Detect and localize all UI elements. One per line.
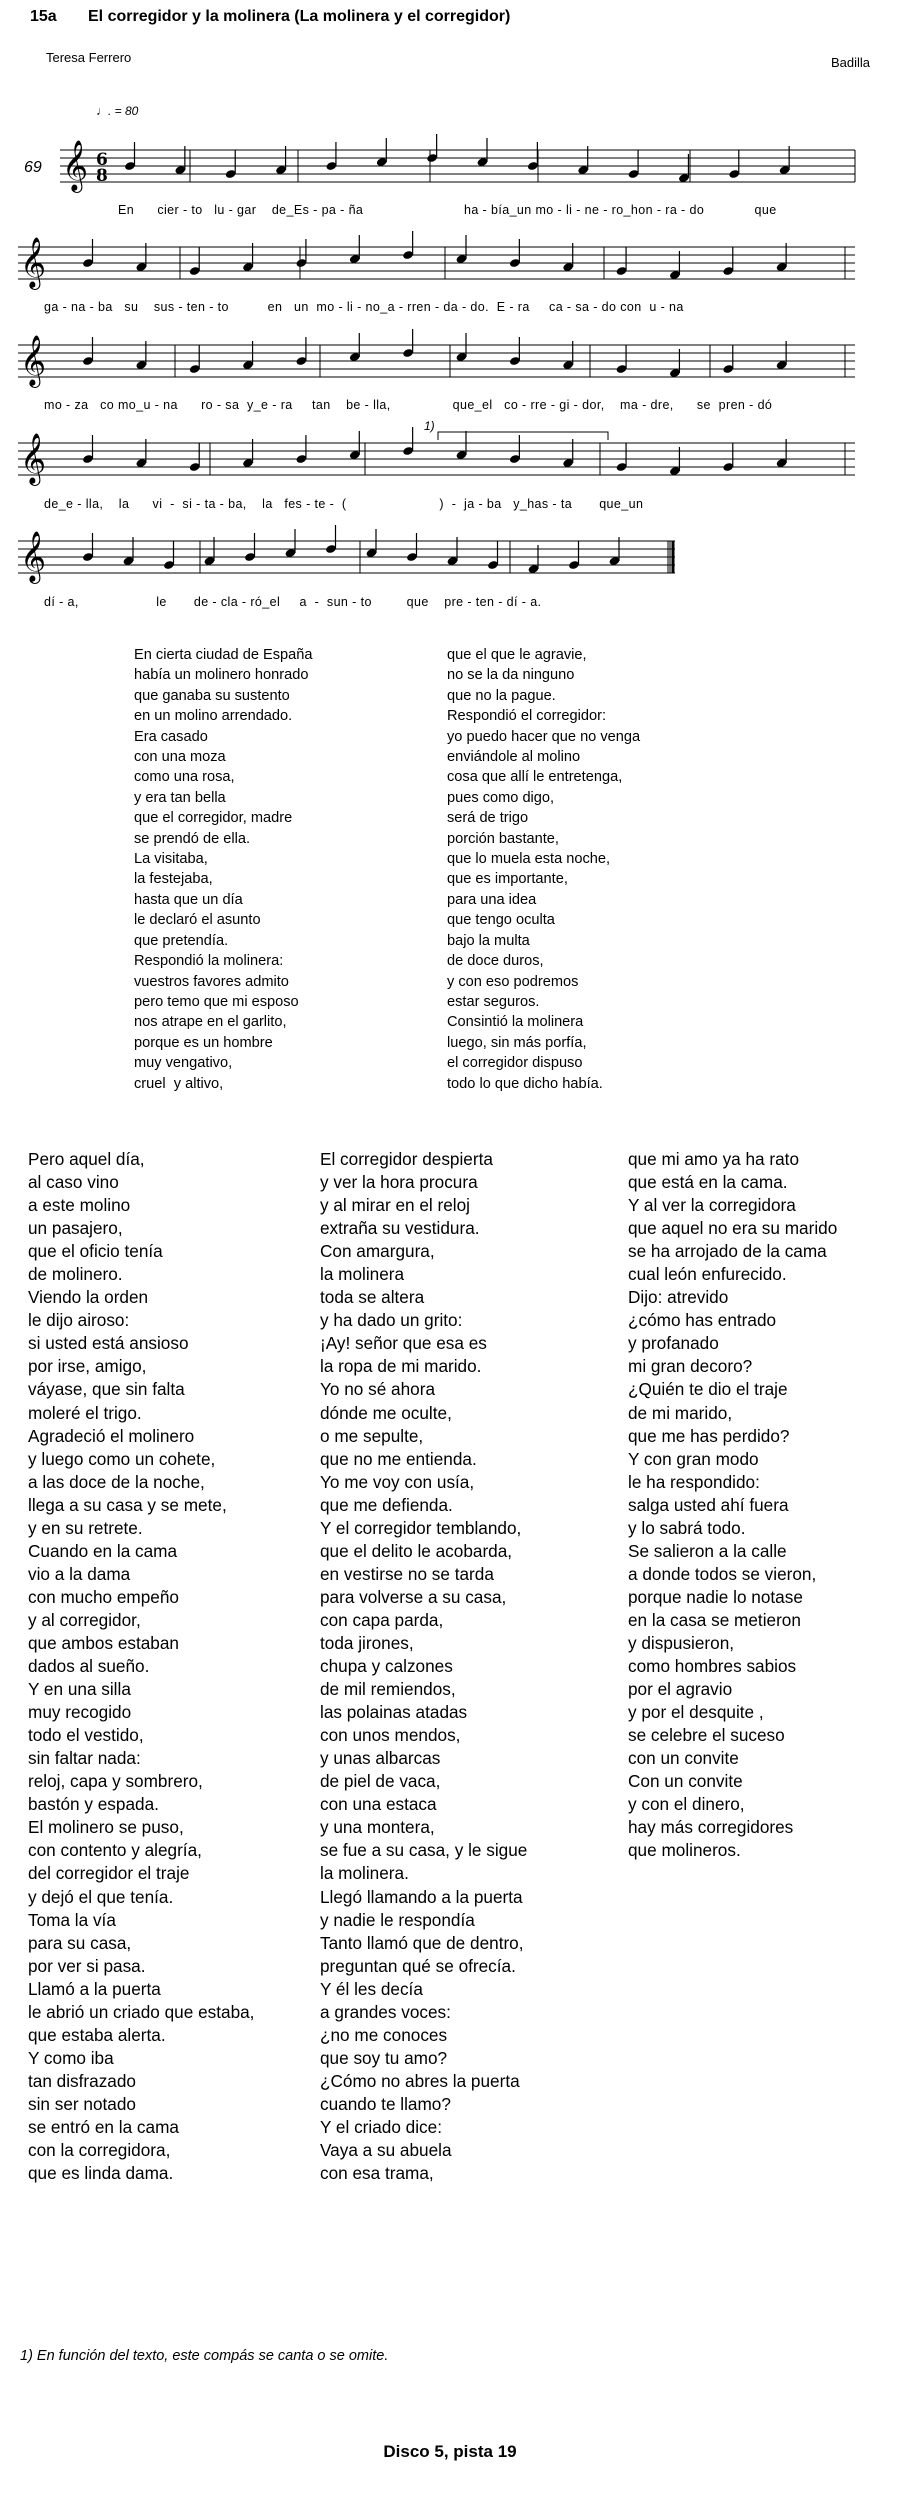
verse-line: yo puedo hacer que no venga: [447, 728, 641, 745]
verse-line: en la casa se metieron: [628, 1609, 801, 1630]
verse-line: enviándole al molino: [447, 749, 581, 766]
verse-line: de mi marido,: [628, 1402, 733, 1423]
verse-line: Y él les decía: [320, 1978, 423, 1999]
verse-line: y en su retrete.: [28, 1517, 143, 1538]
verse-line: con esa trama,: [320, 2163, 434, 2184]
verse-line: en vestirse no se tarda: [320, 1563, 494, 1584]
verse-line: ¿no me conoces: [320, 2024, 448, 2045]
verse-line: Tanto llamó que de dentro,: [320, 1932, 524, 1953]
verse-line: se fue a su casa, y le sigue: [320, 1840, 528, 1861]
lyric-line-5: dí - a, le de - cla - ró_el a - sun - to que pre - ten - dí - a.: [44, 595, 542, 609]
verse-line: por el agravio: [628, 1679, 733, 1700]
intro-verses-column-2: [447, 645, 640, 1094]
verse-line: que no me entienda.: [320, 1448, 477, 1469]
verse-line: pero temo que mi esposo: [134, 993, 299, 1010]
verse-line: y lo sabrá todo.: [628, 1517, 746, 1538]
verse-line: reloj, capa y sombrero,: [28, 1771, 203, 1792]
verse-line: nos atrape en el garlito,: [134, 1014, 287, 1031]
verses-column-1: [28, 1148, 254, 2185]
verse-line: por ver si pasa.: [28, 1955, 146, 1976]
tempo-marking: ♩. = 80: [96, 104, 139, 118]
verse-line: Agradeció el molinero: [28, 1425, 195, 1446]
verse-line: vio a la dama: [28, 1563, 131, 1584]
footnote-marker: 1): [424, 419, 435, 433]
verse-line: Yo me voy con usía,: [320, 1471, 475, 1492]
verse-line: Toma la vía: [28, 1909, 116, 1930]
verse-line: y era tan bella: [134, 789, 226, 806]
verse-line: que aquel no era su marido: [628, 1218, 838, 1239]
verse-line: la molinera: [320, 1264, 405, 1285]
verse-line: como una rosa,: [134, 769, 235, 786]
lyric-line-3: mo - za co mo_u - na ro - sa y_e - ra tan be - lla, que_el co - rre - gi - dor, ma - dre, se pren - dó: [44, 398, 773, 412]
verse-line: que lo muela esta noche,: [447, 851, 611, 868]
verse-line: del corregidor el traje: [28, 1863, 190, 1884]
verse-line: para volverse a su casa,: [320, 1586, 507, 1607]
lyric-line-1: En cier - to lu - gar de_Es - pa - ña ha - bía_un mo - li - ne - ro_hon - ra - do que: [118, 203, 777, 217]
verse-line: y ver la hora procura: [320, 1172, 478, 1193]
verse-line: y unas albarcas: [320, 1748, 441, 1769]
verse-line: salga usted ahí fuera: [628, 1494, 789, 1515]
verse-line: Dijo: atrevido: [628, 1287, 729, 1308]
verse-line: cuando te llamo?: [320, 2093, 451, 2114]
verse-line: había un molinero honrado: [134, 667, 309, 684]
verse-line: al caso vino: [28, 1172, 119, 1193]
verse-line: con unos mendos,: [320, 1725, 461, 1746]
verse-line: Con amargura,: [320, 1241, 435, 1262]
verse-line: Pero aquel día,: [28, 1149, 145, 1169]
verse-line: a este molino: [28, 1195, 131, 1216]
author-name: Teresa Ferrero: [46, 50, 132, 65]
verse-line: que pretendía.: [134, 932, 229, 949]
verse-line: y con el dinero,: [628, 1794, 745, 1815]
verse-line: que ganaba su sustento: [134, 687, 290, 704]
measure-number: 69: [24, 159, 42, 176]
verse-line: muy vengativo,: [134, 1055, 233, 1072]
verse-line: Vaya a su abuela: [320, 2140, 452, 2161]
song-title: El corregidor y la molinera (La molinera y el corregidor): [88, 8, 511, 25]
disc-track: Disco 5, pista 19: [383, 2442, 517, 2461]
verse-line: preguntan qué se ofrecía.: [320, 1955, 516, 1976]
verse-line: ¿Cómo no abres la puerta: [320, 2070, 520, 2091]
verse-line: chupa y calzones: [320, 1656, 453, 1677]
verse-line: bajo la multa: [447, 932, 530, 949]
verse-line: Llegó llamando a la puerta: [320, 1886, 523, 1907]
verse-line: y una montera,: [320, 1817, 435, 1838]
verse-line: no se la da ninguno: [447, 667, 575, 684]
verse-line: con una moza: [134, 749, 226, 766]
verse-line: con contento y alegría,: [28, 1840, 202, 1861]
verse-line: y con eso podremos: [447, 973, 579, 990]
verse-line: Yo no sé ahora: [320, 1379, 435, 1400]
verse-line: todo lo que dicho había.: [447, 1075, 603, 1092]
verse-line: porque es un hombre: [134, 1034, 273, 1051]
footnote: 1) En función del texto, este compás se canta o se omite.: [20, 2348, 389, 2364]
verse-line: y luego como un cohete,: [28, 1448, 216, 1469]
verse-line: Cuando en la cama: [28, 1540, 178, 1561]
verse-line: ¡Ay! señor que esa es: [320, 1333, 487, 1354]
verse-line: y dejó el que tenía.: [28, 1886, 174, 1907]
verse-line: que me has perdido?: [628, 1425, 790, 1446]
verse-line: porque nadie lo notase: [628, 1586, 803, 1607]
verse-line: dónde me oculte,: [320, 1402, 452, 1423]
treble-clef-icon: 𝄞: [20, 433, 47, 484]
verse-line: Y en una silla: [28, 1679, 131, 1700]
treble-clef-icon: 𝄞: [20, 531, 47, 582]
treble-clef-icon: 𝄞: [62, 140, 89, 191]
verse-line: mi gran decoro?: [628, 1356, 753, 1377]
verse-line: por irse, amigo,: [28, 1356, 147, 1377]
verse-line: que me defienda.: [320, 1494, 453, 1515]
verse-line: que estaba alerta.: [28, 2024, 166, 2045]
verse-line: toda se altera: [320, 1287, 425, 1308]
verse-line: bastón y espada.: [28, 1794, 159, 1815]
verse-line: Consintió la molinera: [447, 1014, 584, 1031]
verse-line: que es importante,: [447, 871, 568, 888]
verse-line: y dispusieron,: [628, 1632, 735, 1653]
treble-clef-icon: 𝄞: [20, 237, 47, 288]
verse-line: le declaró el asunto: [134, 912, 261, 929]
verse-line: Y el corregidor temblando,: [320, 1517, 522, 1538]
verse-line: Viendo la orden: [28, 1287, 149, 1308]
verse-line: se celebre el suceso: [628, 1725, 785, 1746]
verse-line: de mil remiendos,: [320, 1679, 456, 1700]
verse-line: con capa parda,: [320, 1609, 444, 1630]
verses-column-3: [628, 1148, 837, 1862]
verse-line: la ropa de mi marido.: [320, 1356, 482, 1377]
verse-line: como hombres sabios: [628, 1656, 797, 1677]
verse-line: a grandes voces:: [320, 2001, 451, 2022]
verse-line: cosa que allí le entretenga,: [447, 769, 623, 786]
verse-line: y nadie le respondía: [320, 1909, 475, 1930]
verse-line: luego, sin más porfía,: [447, 1034, 587, 1051]
verse-line: para una idea: [447, 891, 537, 908]
verse-line: cual león enfurecido.: [628, 1264, 787, 1285]
verse-line: de molinero.: [28, 1264, 123, 1285]
verse-line: muy recogido: [28, 1702, 132, 1723]
verse-line: le dijo airoso:: [28, 1310, 130, 1331]
time-signature-bottom: 8: [96, 166, 108, 186]
verse-line: Respondió el corregidor:: [447, 708, 606, 725]
song-number: 15a: [30, 8, 57, 25]
verse-line: que está en la cama.: [628, 1172, 788, 1193]
verse-line: El molinero se puso,: [28, 1817, 184, 1838]
verse-line: hay más corregidores: [628, 1817, 794, 1838]
verse-line: Era casado: [134, 728, 208, 745]
verse-line: de piel de vaca,: [320, 1771, 441, 1792]
verse-line: porción bastante,: [447, 830, 559, 847]
verse-line: pues como digo,: [447, 789, 555, 806]
verse-line: extraña su vestidura.: [320, 1218, 480, 1239]
verse-line: váyase, que sin falta: [28, 1379, 185, 1400]
verse-line: con un convite: [628, 1748, 739, 1769]
verse-line: y por el desquite ,: [628, 1702, 764, 1723]
verse-line: será de trigo: [447, 810, 529, 827]
verse-line: con una estaca: [320, 1794, 437, 1815]
verse-line: en un molino arrendado.: [134, 708, 293, 725]
verse-line: todo el vestido,: [28, 1725, 144, 1746]
verse-line: La visitaba,: [134, 851, 208, 868]
verse-line: o me sepulte,: [320, 1425, 424, 1446]
time-signature-top: 6: [96, 150, 108, 170]
verse-line: dados al sueño.: [28, 1656, 150, 1677]
verse-line: vuestros favores admito: [134, 973, 289, 990]
verse-line: si usted está ansioso: [28, 1333, 189, 1354]
verse-line: a las doce de la noche,: [28, 1471, 205, 1492]
verse-line: y profanado: [628, 1333, 719, 1354]
verse-line: Con un convite: [628, 1771, 743, 1792]
verse-line: las polainas atadas: [320, 1702, 468, 1723]
verse-line: hasta que un día: [134, 891, 243, 908]
intro-verses-column-1: [134, 645, 313, 1094]
lyric-line-4: de_e - lla, la vi - si - ta - ba, la fes - te - ( ) - ja - ba y_has - ta que_un: [44, 497, 644, 511]
verse-line: que el oficio tenía: [28, 1241, 163, 1262]
verse-line: le abrió un criado que estaba,: [28, 2001, 255, 2022]
verse-line: que el corregidor, madre: [134, 810, 293, 827]
verse-line: toda jirones,: [320, 1632, 414, 1653]
verse-line: cruel y altivo,: [134, 1075, 224, 1092]
verse-line: Llamó a la puerta: [28, 1978, 161, 1999]
verse-line: moleré el trigo.: [28, 1402, 142, 1423]
treble-clef-icon: 𝄞: [20, 335, 47, 386]
verse-line: y ha dado un grito:: [320, 1310, 463, 1331]
verse-line: que ambos estaban: [28, 1632, 179, 1653]
verse-line: la festejaba,: [134, 871, 213, 888]
verse-line: que tengo oculta: [447, 912, 555, 929]
verse-line: un pasajero,: [28, 1218, 123, 1239]
verse-line: y al corregidor,: [28, 1609, 141, 1630]
verse-line: para su casa,: [28, 1932, 132, 1953]
verse-line: que molineros.: [628, 1840, 741, 1861]
verse-line: Y con gran modo: [628, 1448, 759, 1469]
verse-line: la molinera.: [320, 1863, 409, 1884]
verse-line: que soy tu amo?: [320, 2047, 448, 2068]
verse-line: con la corregidora,: [28, 2140, 171, 2161]
verse-line: Y como iba: [28, 2047, 114, 2068]
optional-measure-bracket: [438, 432, 608, 440]
verse-line: Se salieron a la calle: [628, 1540, 787, 1561]
verse-line: que el que le agravie,: [447, 647, 587, 663]
verse-line: que no la pague.: [447, 687, 556, 704]
verse-line: se entró en la cama: [28, 2116, 179, 2137]
verse-line: el corregidor dispuso: [447, 1055, 583, 1072]
verse-line: se prendó de ella.: [134, 830, 251, 847]
verse-line: de doce duros,: [447, 953, 544, 970]
verse-line: a donde todos se vieron,: [628, 1563, 817, 1584]
verse-line: con mucho empeño: [28, 1586, 179, 1607]
music-score: [0, 0, 900, 640]
verse-line: se ha arrojado de la cama: [628, 1241, 827, 1262]
verse-line: El corregidor despierta: [320, 1149, 493, 1169]
verse-line: sin ser notado: [28, 2093, 136, 2114]
verse-line: que es linda dama.: [28, 2163, 174, 2184]
verse-line: Y al ver la corregidora: [628, 1195, 796, 1216]
verse-line: que el delito le acobarda,: [320, 1540, 513, 1561]
verse-line: llega a su casa y se mete,: [28, 1494, 227, 1515]
verse-line: le ha respondido:: [628, 1471, 760, 1492]
verse-line: y al mirar en el reloj: [320, 1195, 470, 1216]
verse-line: sin faltar nada:: [28, 1748, 141, 1769]
verse-line: tan disfrazado: [28, 2070, 136, 2091]
verse-line: Y el criado dice:: [320, 2116, 442, 2137]
verse-line: En cierta ciudad de España: [134, 647, 313, 663]
verse-line: ¿cómo has entrado: [628, 1310, 777, 1331]
verses-column-2: [320, 1148, 527, 2185]
verse-line: estar seguros.: [447, 993, 540, 1010]
verse-line: que mi amo ya ha rato: [628, 1149, 800, 1169]
verse-line: ¿Quién te dio el traje: [628, 1379, 788, 1400]
arranger-name: Badilla: [830, 55, 870, 70]
verse-line: Respondió la molinera:: [134, 953, 284, 970]
lyric-line-2: ga - na - ba su sus - ten - to en un mo - li - no_a - rren - da - do. E - ra ca - sa - do con u - na: [44, 300, 684, 314]
